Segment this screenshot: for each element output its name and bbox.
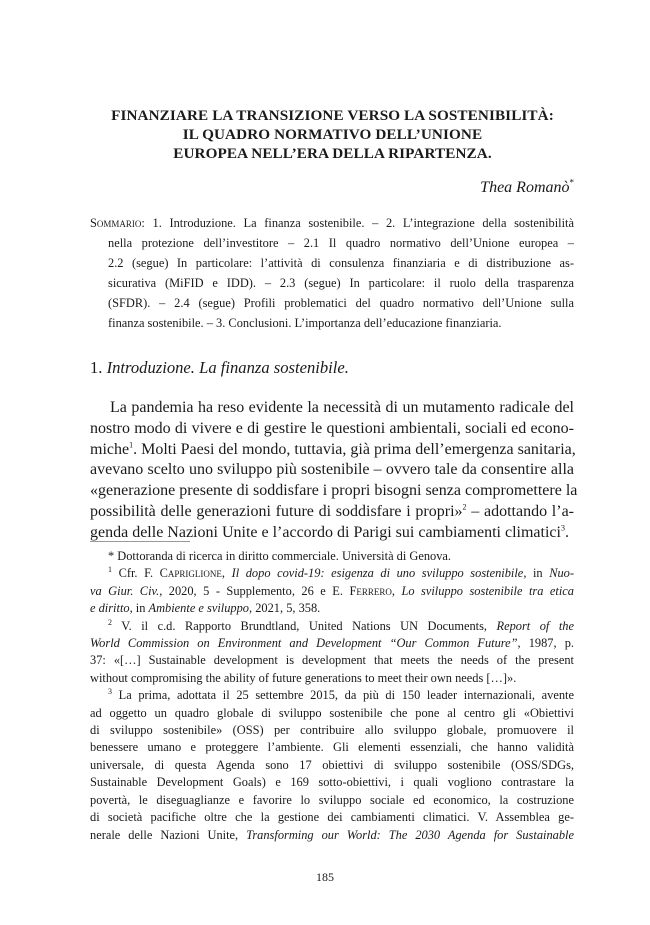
summary-line: Sommario: 1. Introduzione. La finanza sostenibile. – 2. L’integrazione della sostenibilità bbox=[90, 216, 574, 230]
title-line: EUROPEA NELL’ERA DELLA RIPARTENZA. bbox=[173, 145, 492, 162]
summary-line: 2.2 (segue) In particolare: l’attività di consulenza finanziaria e di distribuzione as- bbox=[108, 256, 574, 270]
paragraph-line: «generazione presente di soddisfare i propri bisogni senza compromettere la bbox=[90, 482, 578, 500]
section-title: Introduzione. La finanza sostenibile. bbox=[106, 358, 349, 377]
summary-line: sicurativa (MiFID e IDD). – 2.3 (segue) In particolare: il ruolo della trasparenza bbox=[108, 276, 574, 290]
paragraph-line: La pandemia ha reso evidente la necessità di un mutamento radicale del bbox=[110, 399, 574, 416]
footnote-author: * Dottoranda di ricerca in diritto commerciale. Università di Genova. bbox=[108, 549, 452, 563]
paragraph-line: possibilità delle generazioni future di soddisfare i propri»$^2$ – adottando l’a- bbox=[90, 502, 575, 520]
author-name: Thea Romanò bbox=[480, 179, 570, 196]
footnote-ref: 3 bbox=[560, 523, 565, 533]
summary-label: Sommario: bbox=[90, 216, 145, 230]
title-line: IL QUADRO NORMATIVO DELL’UNIONE bbox=[182, 126, 483, 143]
author-footnote-mark: * bbox=[569, 177, 574, 188]
summary bbox=[90, 213, 574, 333]
footnote-3: $^3$ La prima, adottata il 25 settembre 2015, da più di 150 leader internazionali, avente ad oggetto un quadro globale di sviluppo sostenibile che pone al centro gli «Obiettivi di sviluppo sostenibile» (OSS) per contribuire allo sviluppo globale, promuovere il benessere umano e proteggere l’ambiente. Gli elementi essenziali, che hanno validità universale, di questa Agenda sono 17 obiettivi di sviluppo sostenibile (OSS/SDGs, Sustainable Development Goals) e 169 sotto-obiettivi, i quali vogliono contrastare la povertà, le diseguaglianze e favorire lo sviluppo sociale ed economico, la costruzione di società pacifiche oltre che la gestione dei cambiamenti climatici. V. Assemblea ge- nerale delle Nazioni Unite, Transforming our World: The 2030 Agenda for Sustainable bbox=[90, 687, 574, 842]
paragraph-line: miche$^1$. Molti Paesi del mondo, tuttavia, già prima dell’emergenza sanitaria, bbox=[90, 440, 576, 458]
summary-line: nella protezione dell’investitore – 2.1 Il quadro normativo dell’Unione europea – bbox=[108, 236, 574, 250]
summary-line: finanza sostenibile. – 3. Conclusioni. L’importanza dell’educazione finanziaria. bbox=[108, 316, 502, 330]
article-title bbox=[90, 106, 575, 163]
section-heading bbox=[90, 358, 349, 378]
paragraph-line: avevano scelto uno sviluppo più sostenibile – ovvero tale da consentire alla bbox=[90, 461, 574, 479]
footnote-1: $^1$ Cfr. F. Capriglione, Il dopo covid-19: esigenza di uno sviluppo sostenibile, in Nuo- va Giur. Civ., 2020, 5 - Supplemento, 26 e E. Ferrero, Lo sviluppo sostenibile tra etica e diritto, in Ambiente e sviluppo, 2021, 5, 358. bbox=[90, 565, 574, 616]
paragraph-line: genda delle Nazioni Unite e l’accordo di Parigi sui cambiamenti climatici$^3$. bbox=[90, 523, 569, 541]
page-number: 185 bbox=[316, 870, 334, 884]
section-number: 1. bbox=[90, 358, 103, 377]
paragraph-line: nostro modo di vivere e di gestire le questioni ambientali, sociali ed econo- bbox=[90, 419, 574, 437]
footnotes bbox=[90, 548, 574, 844]
footnote-2: $^2$ V. il c.d. Rapporto Brundtland, United Nations UN Documents, Report of the World Commission on Environment and Development “Our Common Future”, 1987, p. 37: «[…] Sustainable development is development that meets the needs of the present without compromising the ability of future generations to meet their own needs […]». bbox=[90, 617, 575, 685]
author bbox=[480, 179, 574, 197]
footnote-ref: 1 bbox=[129, 440, 134, 450]
footnote-separator bbox=[90, 541, 190, 542]
body-paragraph bbox=[90, 398, 578, 544]
footnote-ref: 2 bbox=[462, 502, 467, 512]
title-line: FINANZIARE LA TRANSIZIONE VERSO LA SOSTENIBILITÀ: bbox=[111, 107, 554, 124]
summary-line: (SFDR). – 2.4 (segue) Profili problematici del quadro normativo dell’Unione sulla bbox=[108, 296, 574, 310]
